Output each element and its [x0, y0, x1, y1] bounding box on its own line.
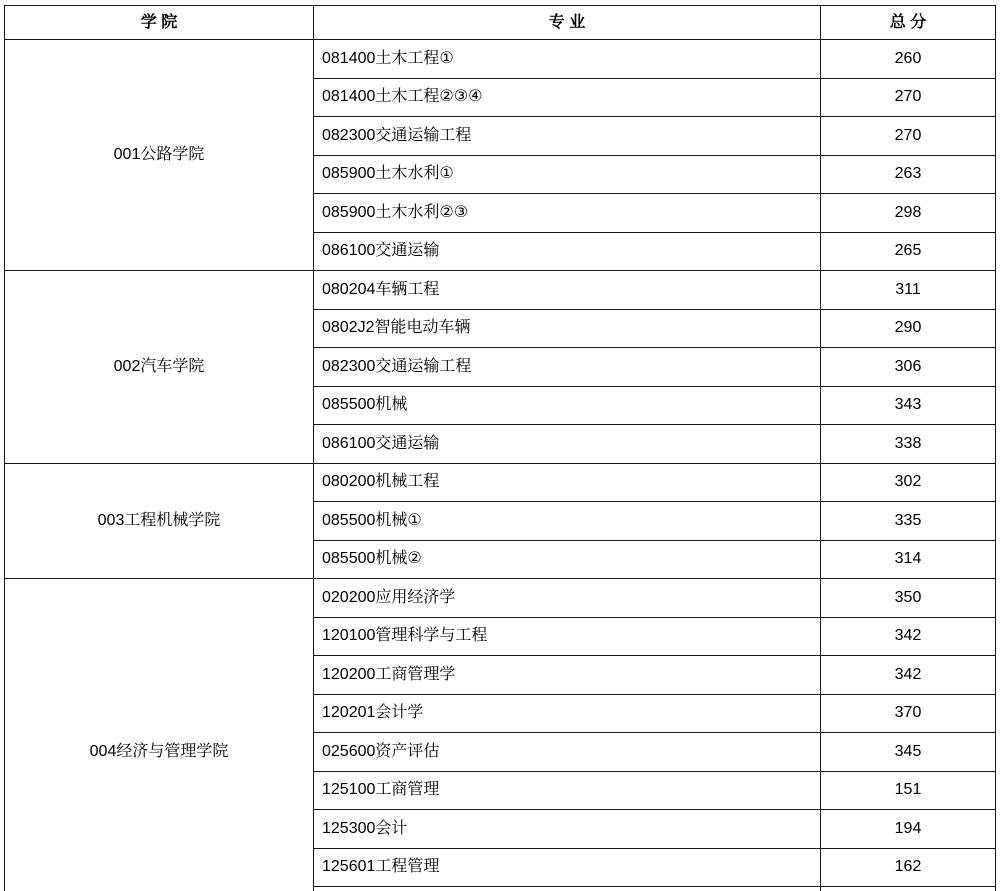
major-cell: 085500机械② — [314, 540, 821, 579]
major-cell: 085900土木水利②③ — [314, 194, 821, 233]
table-body — [5, 40, 996, 891]
score-cell: 265 — [821, 232, 996, 271]
major-cell: 120201会计学 — [314, 694, 821, 733]
score-cell: 342 — [821, 656, 996, 695]
header-college: 学 院 — [5, 6, 314, 40]
table-row — [5, 579, 996, 618]
score-cell: 260 — [821, 40, 996, 79]
score-cell: 270 — [821, 78, 996, 117]
score-cell: 194 — [821, 810, 996, 849]
major-cell: 085900土木水利① — [314, 155, 821, 194]
score-cell: 270 — [821, 117, 996, 156]
score-cell: 302 — [821, 463, 996, 502]
major-cell: 125100工商管理 — [314, 771, 821, 810]
college-cell: 002汽车学院 — [5, 271, 314, 464]
header-major: 专 业 — [314, 6, 821, 40]
major-cell: 085500机械 — [314, 386, 821, 425]
major-cell: 086100交通运输 — [314, 232, 821, 271]
score-cell: 263 — [821, 155, 996, 194]
score-cell: 370 — [821, 694, 996, 733]
major-cell: 025600资产评估 — [314, 733, 821, 772]
header-row — [5, 6, 996, 40]
major-cell: 020200应用经济学 — [314, 579, 821, 618]
major-cell: 080204车辆工程 — [314, 271, 821, 310]
major-cell: 125300会计 — [314, 810, 821, 849]
score-cell: 342 — [821, 617, 996, 656]
major-cell: 081400土木工程① — [314, 40, 821, 79]
major-cell: 085500机械① — [314, 502, 821, 541]
table-header — [5, 6, 996, 40]
major-cell: 125601工程管理 — [314, 848, 821, 887]
college-cell: 004经济与管理学院 — [5, 579, 314, 891]
table-row — [5, 271, 996, 310]
score-cell: 350 — [821, 579, 996, 618]
major-cell: 120100管理科学与工程 — [314, 617, 821, 656]
major-cell: 082300交通运输工程 — [314, 117, 821, 156]
score-cell: 338 — [821, 425, 996, 464]
major-cell: 0802J2智能电动车辆 — [314, 309, 821, 348]
score-cell: 343 — [821, 386, 996, 425]
score-cell: 311 — [821, 271, 996, 310]
score-cell: 314 — [821, 540, 996, 579]
major-cell: 082300交通运输工程 — [314, 348, 821, 387]
score-cell: 151 — [821, 771, 996, 810]
admission-score-table — [4, 5, 996, 891]
score-cell: 162 — [821, 848, 996, 887]
score-cell: 290 — [821, 309, 996, 348]
major-cell — [314, 887, 821, 891]
table-row — [5, 40, 996, 79]
major-cell: 086100交通运输 — [314, 425, 821, 464]
score-cell: 335 — [821, 502, 996, 541]
table-row — [5, 463, 996, 502]
score-cell — [821, 887, 996, 891]
header-score: 总 分 — [821, 6, 996, 40]
score-cell: 306 — [821, 348, 996, 387]
college-cell: 001公路学院 — [5, 40, 314, 271]
major-cell: 081400土木工程②③④ — [314, 78, 821, 117]
score-cell: 298 — [821, 194, 996, 233]
major-cell: 120200工商管理学 — [314, 656, 821, 695]
major-cell: 080200机械工程 — [314, 463, 821, 502]
college-cell: 003工程机械学院 — [5, 463, 314, 579]
score-cell: 345 — [821, 733, 996, 772]
